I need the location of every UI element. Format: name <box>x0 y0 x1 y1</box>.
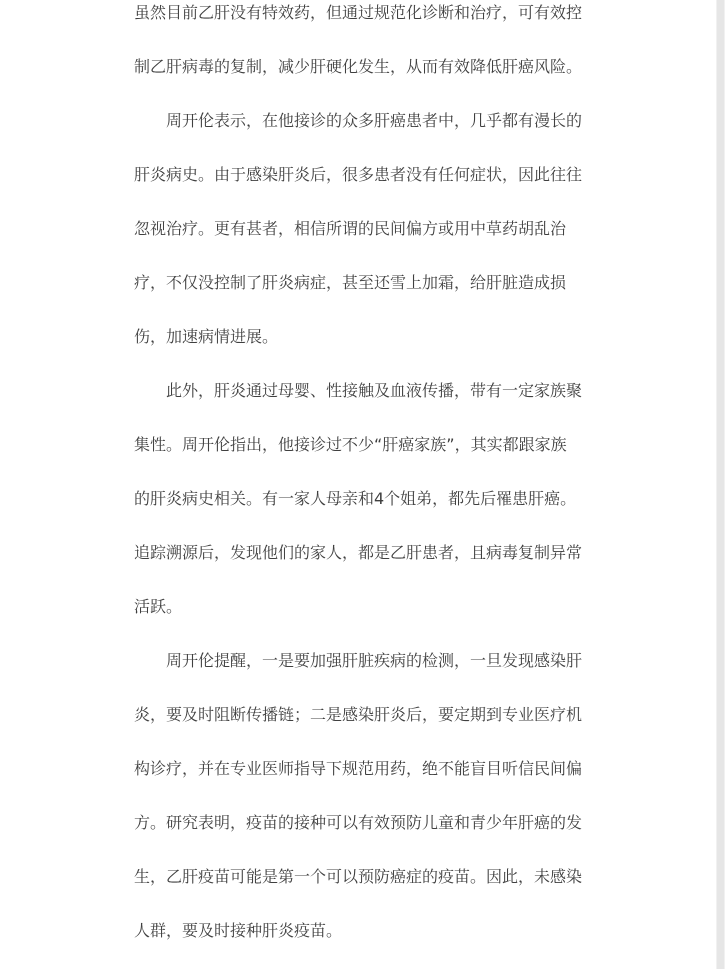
vertical-scrollbar[interactable] <box>716 0 725 969</box>
paragraph-first-line: 此外，肝炎通过母婴、性接触及血液传播，带有一定家族聚 <box>166 381 583 400</box>
text-line: 虽然目前乙肝没有特效药，但通过规范化诊断和治疗，可有效控 <box>134 3 583 22</box>
text-line: 追踪溯源后，发现他们的家人，都是乙肝患者，且病毒复制异常 <box>134 543 583 562</box>
text-line: 集性。周开伦指出，他接诊过不少“肝癌家族”，其实都跟家族 <box>134 435 567 454</box>
text-line: 活跃。 <box>134 597 183 616</box>
text-line: 生，乙肝疫苗可能是第一个可以预防癌症的疫苗。因此，未感染 <box>134 867 583 886</box>
paragraph-first-line: 周开伦表示，在他接诊的众多肝癌患者中，几乎都有漫长的 <box>166 111 583 130</box>
paragraph-first-line: 周开伦提醒，一是要加强肝脏疾病的检测，一旦发现感染肝 <box>166 651 583 670</box>
text-line: 伤，加速病情进展。 <box>134 327 279 346</box>
text-line: 构诊疗，并在专业医师指导下规范用药，绝不能盲目听信民间偏 <box>134 759 583 778</box>
text-line: 疗，不仅没控制了肝炎病症，甚至还雪上加霜，给肝脏造成损 <box>134 273 567 292</box>
text-line: 忽视治疗。更有甚者，相信所谓的民间偏方或用中草药胡乱治 <box>134 219 567 238</box>
text-line: 肝炎病史。由于感染肝炎后，很多患者没有任何症状，因此往往 <box>134 165 583 184</box>
text-line: 炎，要及时阻断传播链；二是感染肝炎后，要定期到专业医疗机 <box>134 705 583 724</box>
text-line: 的肝炎病史相关。有一家人母亲和4个姐弟，都先后罹患肝癌。 <box>134 489 577 508</box>
text-line: 人群，要及时接种肝炎疫苗。 <box>134 921 343 940</box>
scrollbar-thumb[interactable] <box>717 0 724 969</box>
text-line: 制乙肝病毒的复制，减少肝硬化发生，从而有效降低肝癌风险。 <box>134 57 583 76</box>
text-line: 方。研究表明，疫苗的接种可以有效预防儿童和青少年肝癌的发 <box>134 813 583 832</box>
